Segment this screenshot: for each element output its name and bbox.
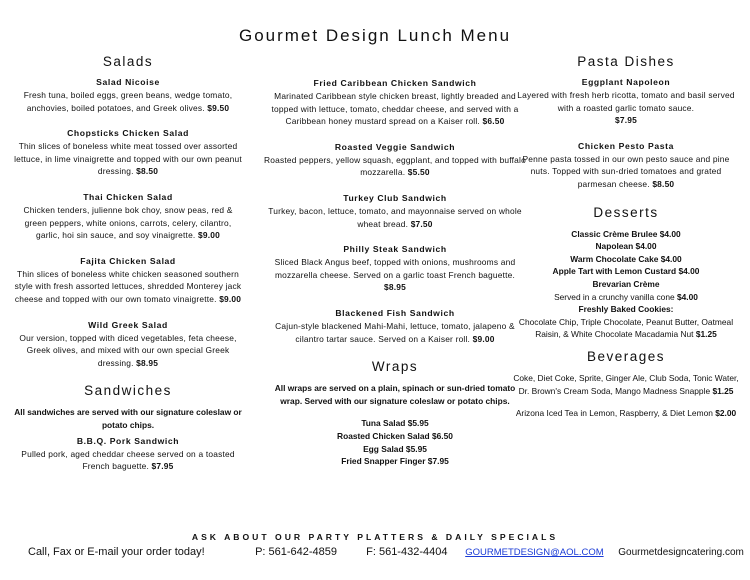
sandwich-name: B.B.Q. Pork Sandwich	[76, 435, 180, 446]
dessert-description: Served in a crunchy vanilla cone $4.00	[554, 291, 698, 302]
salad-name: Salad Nicoise	[96, 77, 160, 87]
salad-name: Thai Chicken Salad	[83, 191, 173, 202]
salad-description: Thin slices of boneless white meat tossed over assorted lettuce, in lime vinaigrette and topped with our own peanut dressing. $8.50	[14, 141, 242, 177]
salad-price: $8.95	[136, 357, 159, 368]
sandwich-description: Turkey, bacon, lettuce, tomato, and mayonnaise served on whole wheat bread. $7.50	[268, 205, 522, 229]
sandwich-price: $7.95	[151, 461, 174, 472]
beverages-heading: Beverages	[586, 348, 666, 364]
middle-column	[264, 78, 526, 468]
sandwich-name: Turkey Club Sandwich	[343, 192, 447, 203]
salad-price: $8.50	[136, 166, 159, 177]
website-text: Gourmetdesigncatering.com	[618, 547, 744, 558]
salad-price: $9.00	[198, 230, 220, 241]
salad-name: Fajita Chicken Salad	[80, 255, 176, 266]
sandwich-price: $9.00	[472, 333, 495, 344]
wrap-item: Roasted Chicken Salad $6.50	[337, 430, 453, 441]
salad-description: Fresh tuna, boiled eggs, green beans, wedge tomato, anchovies, boiled potatoes, and Greek olives. $9.50	[23, 90, 233, 113]
sandwich-name: Roasted Veggie Sandwich	[334, 141, 456, 152]
wrap-item: Fried Snapper Finger $7.95	[341, 456, 449, 467]
salads-heading: Salads	[102, 54, 154, 69]
fax-number: F: 561-432-4404	[366, 546, 448, 558]
salad-description: Our version, topped with diced vegetables, feta cheese, Greek olives, and mixed with our own special Greek dressing. $8.95	[19, 332, 237, 368]
wraps-heading: Wraps	[371, 359, 419, 375]
wraps-note: All wraps are served on a plain, spinach or sun-dried tomato wrap. Served with our signature coleslaw or potato chips.	[274, 383, 516, 406]
sandwich-description: Cajun-style blackened Mahi-Mahi, lettuce, tomato, jalapeno & cilantro tartar sauce. Served on a Kaiser roll. $9.00	[275, 320, 515, 344]
salad-item	[12, 192, 244, 242]
salad-price: $9.00	[219, 293, 242, 304]
pasta-item	[512, 141, 740, 191]
sandwiches-note: All sandwiches are served with our signature coleslaw or potato chips.	[14, 407, 242, 430]
dessert-item: Apple Tart with Lemon Custard $4.00	[552, 266, 700, 277]
sandwich-description: Pulled pork, aged cheddar cheese served on a toasted French baguette. $7.95	[21, 448, 235, 472]
specials-banner: ASK ABOUT OUR PARTY PLATTERS & DAILY SPECIALS	[191, 532, 559, 542]
wrap-item: Tuna Salad $5.95	[361, 418, 429, 429]
sandwiches-heading: Sandwiches	[84, 383, 172, 399]
sandwich-name: Fried Caribbean Chicken Sandwich	[313, 78, 477, 88]
sandwich-price: $6.50	[482, 116, 505, 127]
pasta-price: $7.95	[615, 115, 637, 126]
dessert-description: Chocolate Chip, Triple Chocolate, Peanut Butter, Oatmeal Raisin, & White Chocolate Macadamia Nut $1.25	[518, 316, 734, 340]
sandwich-name: Philly Steak Sandwich	[343, 244, 447, 255]
desserts-heading: Desserts	[593, 204, 659, 220]
salad-name: Wild Greek Salad	[88, 319, 168, 330]
pasta-name: Chicken Pesto Pasta	[578, 140, 674, 151]
dessert-item: Classic Crème Brulee $4.00	[571, 228, 681, 239]
salad-name: Chopsticks Chicken Salad	[67, 128, 189, 139]
dessert-item: Freshly Baked Cookies:	[578, 304, 674, 315]
dessert-item: Warm Chocolate Cake $4.00	[570, 253, 682, 264]
salad-item	[12, 128, 244, 178]
pasta-name: Eggplant Napoleon	[581, 77, 671, 87]
sandwich-price: $5.50	[407, 167, 430, 178]
sandwich-description: Marinated Caribbean style chicken breast, lightly breaded and topped with lettuce, tomato, cheddar cheese, and served with a Caribbean honey mustard spread on a Kaiser roll. $6.50	[271, 91, 519, 127]
wrap-item: Egg Salad $5.95	[363, 443, 427, 454]
salad-item	[12, 77, 244, 114]
pasta-item	[512, 77, 740, 127]
sandwich-item	[264, 244, 526, 294]
salad-description: Chicken tenders, julienne bok choy, snow peas, red & green peppers, white onions, carrots, celery, cilantro, garlic, hoi sin sauce, and soy vinaigrette. $9.00	[23, 204, 233, 241]
salad-item	[12, 256, 244, 306]
beverage-description: Coke, Diet Coke, Sprite, Ginger Ale, Club Soda, Tonic Water, Dr. Brown's Cream Soda, Mango Madness Snapple $1.25	[513, 372, 739, 396]
sandwich-price: $7.50	[410, 218, 433, 229]
sandwich-name: Blackened Fish Sandwich	[335, 307, 455, 318]
sandwich-description: Roasted peppers, yellow squash, eggplant, and topped with buffalo mozzarella. $5.50	[264, 154, 526, 178]
dessert-item: Brevarian Crème	[592, 278, 660, 289]
dessert-item: Napolean $4.00	[595, 241, 657, 252]
sandwich-description: Sliced Black Angus beef, topped with onions, mushrooms and mozzarella cheese. Served on a garlic toast French baguette. $8.95	[274, 257, 516, 293]
sandwich-item	[264, 193, 526, 230]
sandwich-price: $8.95	[384, 282, 406, 293]
phone-number: P: 561-642-4859	[255, 546, 338, 558]
call-to-action: Call, Fax or E-mail your order today!	[28, 546, 205, 558]
right-column	[512, 50, 740, 430]
salad-price: $9.50	[207, 102, 230, 113]
email-link[interactable]: GOURMETDESIGN@AOL.COM	[465, 547, 604, 558]
menu-title: Gourmet Design Lunch Menu	[238, 26, 512, 45]
sandwich-item	[264, 78, 526, 128]
pasta-description: Penne pasta tossed in our own pesto sauce and pine nuts. Topped with sun-dried tomatoes and grated parmesan cheese. $8.50	[522, 153, 730, 189]
salad-description: Thin slices of boneless white chicken seasoned southern style with fresh assorted lettuces, shredded Monterey jack cheese and topped with our own tomato vinaigrette. $9.00	[14, 268, 242, 304]
left-column	[12, 50, 244, 487]
pasta-heading: Pasta Dishes	[577, 54, 675, 69]
pasta-price: $8.50	[652, 178, 675, 189]
sandwich-item	[264, 308, 526, 345]
sandwich-item	[264, 142, 526, 179]
pasta-description: Layered with fresh herb ricotta, tomato and basil served with a roasted garlic tomato sauce. $7.95	[517, 90, 735, 126]
contact-bar	[28, 546, 744, 558]
beverage-description: Arizona Iced Tea in Lemon, Raspberry, & Diet Lemon $2.00	[515, 408, 737, 419]
salad-item	[12, 320, 244, 370]
sandwich-item	[12, 436, 244, 473]
